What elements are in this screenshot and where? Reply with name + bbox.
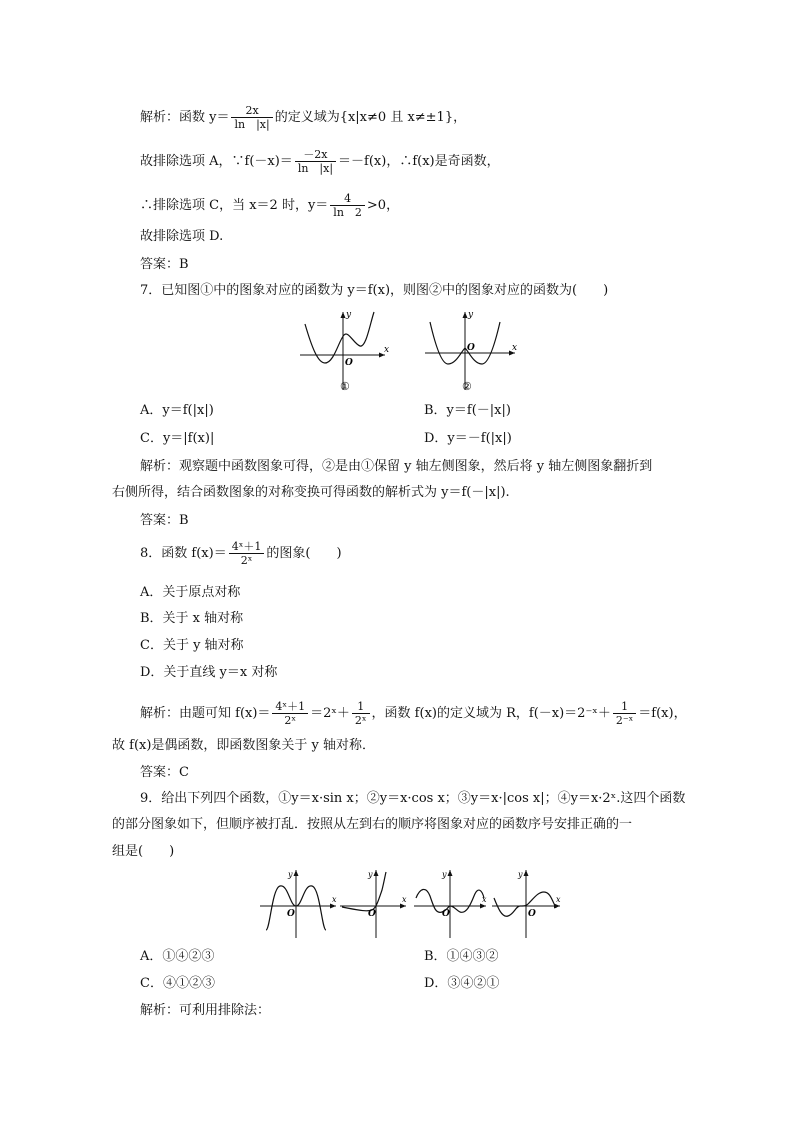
- figure-2-caption: ②: [462, 380, 472, 393]
- x-axis-arrow: [480, 904, 486, 909]
- origin-label: O: [345, 358, 353, 368]
- q6-answer: 答案：B: [140, 257, 189, 272]
- q8-option-c: C．关于 y 轴对称: [140, 638, 244, 653]
- y-axis-arrow: [294, 870, 299, 876]
- origin-label: O: [287, 909, 295, 919]
- y-axis-arrow: [463, 312, 468, 318]
- text-segment: 解析：由题可知 f(x)＝: [140, 706, 271, 721]
- q7-option-a: A．y＝f(|x|): [140, 403, 214, 418]
- q8-option-b: B．关于 x 轴对称: [140, 611, 244, 626]
- q9-option-c: C．④①②③: [140, 976, 215, 991]
- fraction-denominator: 2⁻ˣ: [615, 714, 634, 727]
- fraction: [330, 192, 365, 219]
- fraction: [352, 700, 370, 727]
- origin-label: O: [467, 343, 475, 353]
- q7-figures: [290, 308, 530, 398]
- q6-solution-line-1: [140, 104, 466, 131]
- x-label: x: [512, 343, 518, 353]
- q6-solution-line-3: [140, 192, 399, 219]
- q7-figure-2: [425, 310, 517, 393]
- y-axis-arrow: [374, 870, 379, 876]
- fraction-numerator: －2x: [295, 148, 336, 162]
- fraction-denominator: ln |x|: [297, 162, 334, 175]
- fraction-numerator: 4ˣ＋1: [229, 540, 265, 554]
- x-label: x: [482, 895, 487, 904]
- q9-graph-2: [340, 870, 407, 938]
- text-segment: 的图象( ): [266, 546, 342, 561]
- q9-figures: [258, 868, 564, 940]
- fraction-numerator: 1: [352, 700, 370, 714]
- fraction-denominator: 2ˣ: [354, 714, 367, 727]
- fraction: [229, 540, 265, 567]
- x-label: x: [402, 895, 407, 904]
- x-label: x: [332, 895, 337, 904]
- x-axis-arrow: [400, 904, 406, 909]
- curve: [342, 872, 386, 911]
- q7-answer: 答案：B: [140, 513, 189, 528]
- y-label: y: [518, 870, 523, 879]
- y-axis-arrow: [524, 870, 529, 876]
- text-segment: ∴排除选项 C，当 x＝2 时，y＝: [140, 198, 329, 213]
- q9-graph-4: [492, 870, 561, 938]
- q8-solution-line-1: [140, 700, 687, 727]
- y-label: y: [442, 870, 447, 879]
- q8-option-d: D．关于直线 y＝x 对称: [140, 665, 278, 680]
- fraction-denominator: ln |x|: [234, 118, 270, 131]
- text-segment: ＝f(x)，: [638, 706, 687, 721]
- q8-option-a: A．关于原点对称: [140, 585, 241, 600]
- y-axis-arrow: [341, 312, 346, 318]
- text-segment: 故排除选项 A，∵f(－x)＝: [140, 154, 293, 169]
- y-label: y: [288, 870, 293, 879]
- q8-solution-line-2: 故 f(x)是偶函数，即函数图象关于 y 轴对称．: [112, 738, 376, 753]
- q7-figure-1: [300, 310, 389, 393]
- q7-option-b: B．y＝f(－|x|): [424, 403, 511, 418]
- x-axis-arrow: [330, 904, 336, 909]
- q9-option-a: A．①④②③: [140, 949, 215, 964]
- q9-graph-3: [414, 870, 487, 938]
- fraction-numerator: 4ˣ＋1: [272, 700, 308, 714]
- text-segment: ＝－f(x)，∴f(x)是奇函数，: [338, 154, 500, 169]
- q9-option-b: B．①④③②: [424, 949, 499, 964]
- y-label: y: [346, 310, 352, 320]
- origin-label: O: [368, 909, 376, 919]
- text-segment: 8．函数 f(x)＝: [140, 546, 227, 561]
- fraction-numerator: 1: [613, 700, 636, 714]
- text-segment: ＝2ˣ＋: [310, 706, 350, 721]
- q8-answer: 答案：C: [140, 765, 189, 780]
- fraction: [613, 700, 636, 727]
- fraction: [272, 700, 308, 727]
- fraction: [231, 104, 272, 131]
- text-segment: 的定义域为{x|x≠0 且 x≠±1}，: [274, 110, 467, 125]
- q7-stem: 7．已知图①中的图象对应的函数为 y＝f(x)，则图②中的图象对应的函数为( ): [140, 283, 609, 298]
- q9-solution: 解析：可利用排除法：: [140, 1003, 271, 1018]
- fraction-numerator: 4: [330, 192, 365, 206]
- q8-stem: [140, 540, 342, 567]
- q9-stem-line-3: 组是( ): [112, 844, 175, 859]
- origin-label: O: [442, 909, 450, 919]
- q7-solution-line-2: 右侧所得，结合函数图象的对称变换可得函数的解析式为 y＝f(－|x|).: [112, 485, 510, 500]
- fraction-denominator: 2ˣ: [284, 714, 297, 727]
- x-label: x: [384, 345, 390, 355]
- fraction-numerator: 2x: [231, 104, 272, 118]
- y-axis-arrow: [448, 870, 453, 876]
- x-label: x: [556, 895, 561, 904]
- fraction: [295, 148, 336, 175]
- fraction-denominator: ln 2: [333, 206, 362, 219]
- q9-stem-line-1: 9．给出下列四个函数，①y＝x·sin x；②y＝x·cos x；③y＝x·|cos x|；④y＝x·2ˣ.这四个函数: [140, 791, 686, 806]
- q6-solution-line-2: [140, 148, 500, 175]
- q6-solution-line-4: 故排除选项 D.: [140, 229, 224, 244]
- fraction-denominator: 2ˣ: [240, 554, 253, 567]
- q9-stem-line-2: 的部分图象如下，但顺序被打乱．按照从左到右的顺序将图象对应的函数序号安排正确的一: [112, 817, 633, 832]
- y-label: y: [368, 870, 373, 879]
- text-segment: ，函数 f(x)的定义域为 R，f(－x)＝2⁻ˣ＋: [371, 706, 611, 721]
- q7-solution-line-1: 解析：观察题中函数图象可得，②是由①保留 y 轴左侧图象，然后将 y 轴左侧图象翻折到: [140, 459, 653, 474]
- q9-option-d: D．③④②①: [424, 976, 500, 991]
- q7-option-c: C．y＝|f(x)|: [140, 431, 215, 446]
- q7-option-d: D．y＝－f(|x|): [424, 431, 512, 446]
- text-segment: 解析：函数 y＝: [140, 110, 230, 125]
- origin-label: O: [528, 909, 536, 919]
- curve: [494, 892, 556, 916]
- figure-1-caption: ①: [340, 380, 350, 393]
- text-segment: >0，: [366, 198, 400, 213]
- y-label: y: [468, 310, 474, 320]
- q9-graph-1: [260, 870, 337, 938]
